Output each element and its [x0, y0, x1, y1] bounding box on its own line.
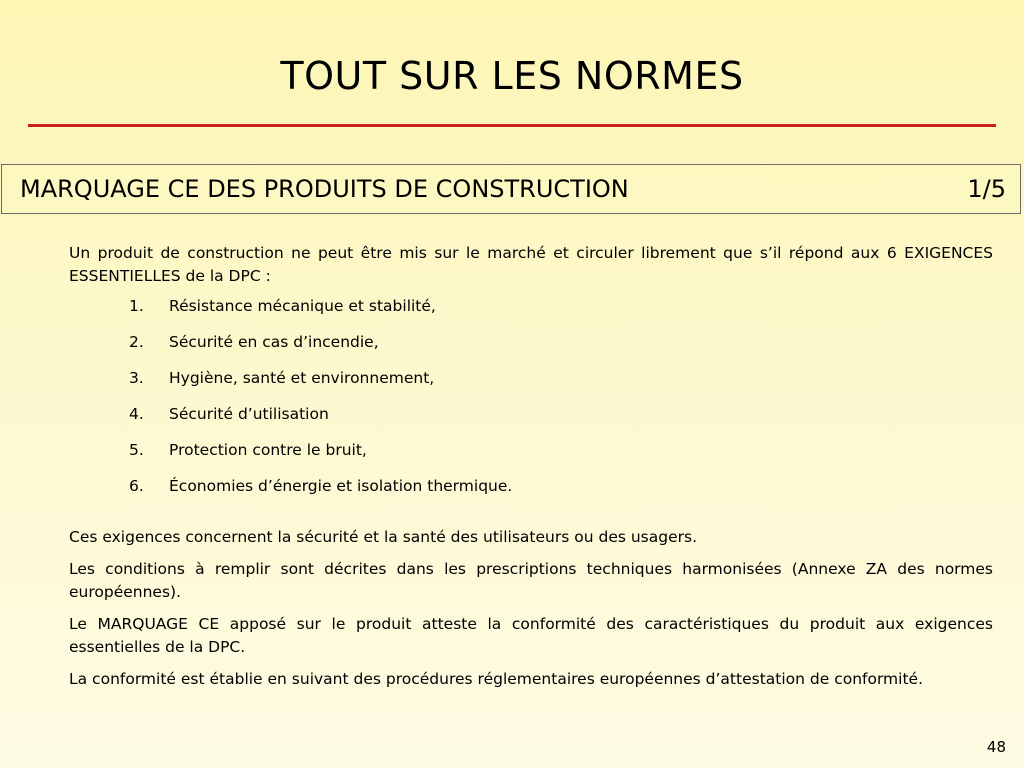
body-paragraph: La conformité est établie en suivant des procédures réglementaires européennes d’attestation de conformité. — [69, 670, 924, 688]
list-item-text: Résistance mécanique et stabilité, — [169, 297, 436, 315]
list-item — [69, 403, 993, 439]
list-item — [69, 439, 993, 475]
slide-number: 48 — [986, 738, 1006, 756]
list-item — [69, 331, 993, 367]
list-item-number: 5. — [129, 441, 144, 459]
list-item — [69, 367, 993, 403]
spacer — [69, 511, 993, 526]
list-item-number: 2. — [129, 333, 144, 351]
section-page-indicator: 1/5 — [967, 175, 1006, 203]
list-item-text: Sécurité d’utilisation — [169, 405, 329, 423]
slide-title: TOUT SUR LES NORMES — [280, 54, 744, 98]
list-item — [69, 295, 993, 331]
list-item-text: Économies d’énergie et isolation thermique. — [169, 477, 513, 495]
list-item-number: 1. — [129, 297, 144, 315]
section-header — [1, 164, 1021, 214]
list-item-number: 4. — [129, 405, 144, 423]
requirements-list — [69, 295, 993, 511]
list-item-text: Sécurité en cas d’incendie, — [169, 333, 379, 351]
body-paragraph: Ces exigences concernent la sécurité et la santé des utilisateurs ou des usagers. — [69, 528, 697, 546]
list-item-number: 6. — [129, 477, 144, 495]
list-item — [69, 475, 993, 511]
list-item-text: Protection contre le bruit, — [169, 441, 367, 459]
list-item-number: 3. — [129, 369, 144, 387]
body-paragraph: Les conditions à remplir sont décrites dans les prescriptions techniques harmonisées (Annexe ZA des normes européennes). — [69, 560, 993, 601]
slide-body — [69, 242, 993, 700]
title-divider — [28, 124, 996, 127]
intro-paragraph: Un produit de construction ne peut être mis sur le marché et circuler librement que s’il répond aux 6 EXIGENCES ESSENTIELLES de la DPC : — [69, 244, 993, 285]
body-paragraph: Le MARQUAGE CE apposé sur le produit atteste la conformité des caractéristiques du produit aux exigences essentielles de la DPC. — [69, 615, 993, 656]
section-title: MARQUAGE CE DES PRODUITS DE CONSTRUCTION — [20, 175, 629, 203]
list-item-text: Hygiène, santé et environnement, — [169, 369, 435, 387]
